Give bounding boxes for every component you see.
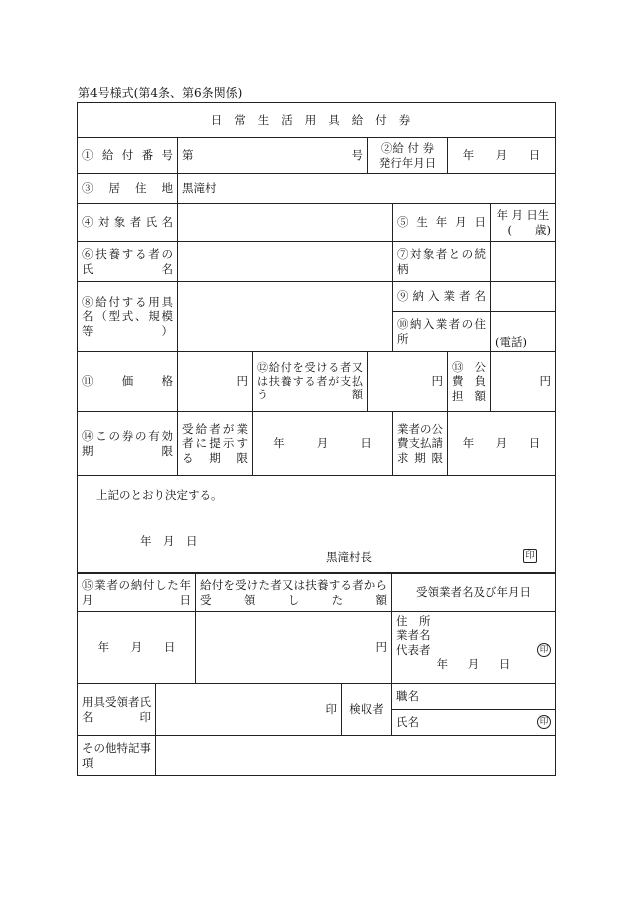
price-label: ⑪価格 xyxy=(78,352,178,412)
receiving-vendor-label: 受領業者名及び年月日 xyxy=(392,574,556,612)
relationship-field[interactable] xyxy=(491,242,556,282)
relationship-label: ⑦対象者との続柄 xyxy=(393,242,491,282)
vendor-address-field[interactable]: (電話) xyxy=(491,312,556,352)
vendor-address-label: ⑩納入業者の住所 xyxy=(393,312,491,352)
form-title: 日常生活用具給付券 xyxy=(78,103,556,138)
birthdate-label: ⑤生年月日 xyxy=(393,204,491,242)
decision-date: 年 月 日 xyxy=(140,534,198,548)
guardian-name-label: ⑥扶養する者の氏名 xyxy=(78,242,178,282)
price-field[interactable]: 円 xyxy=(178,352,253,412)
birthdate-field[interactable]: 年 月 日生 ( 歳) xyxy=(491,204,556,242)
receiver-label: 用具受領者氏名印 xyxy=(78,684,156,736)
claim-deadline-field[interactable]: 年 月 日 xyxy=(448,412,556,476)
validity-label: ⑭この券の有効期限 xyxy=(78,412,178,476)
voucher-number-field[interactable]: 第 号 xyxy=(178,138,368,174)
inspector-name-field[interactable]: 氏名 印 xyxy=(392,710,556,736)
presentation-deadline-field[interactable]: 年 月 日 xyxy=(253,412,393,476)
claim-deadline-label: 業者の公費支払請求期限 xyxy=(393,412,448,476)
form-number-heading: 第4号様式(第4条、第6条関係) xyxy=(78,86,243,100)
voucher-number-label: ①給付番号 xyxy=(78,138,178,174)
residence-value: 黒滝村 xyxy=(178,174,556,204)
receiver-seal-field[interactable]: 印 xyxy=(156,684,342,736)
inspector-label: 検収者 xyxy=(342,684,392,736)
delivery-date-label: ⑮業者の納付した年月日 xyxy=(78,574,196,612)
inspector-post-field[interactable]: 職名 xyxy=(392,684,556,710)
vendor-name-field[interactable] xyxy=(491,282,556,312)
subject-name-label: ④対象者氏名 xyxy=(78,204,178,242)
delivery-date-field[interactable]: 年 月 日 xyxy=(78,612,196,684)
decision-section xyxy=(78,476,556,573)
recipient-payment-field[interactable]: 円 xyxy=(368,352,448,412)
inspector-seal-icon: 印 xyxy=(537,715,551,729)
decision-text: 上記のとおり決定する。 xyxy=(96,488,223,502)
public-burden-label: ⑬公費負担額 xyxy=(448,352,491,412)
residence-label: ③居住地 xyxy=(78,174,178,204)
other-notes-field[interactable] xyxy=(156,736,556,776)
guardian-name-field[interactable] xyxy=(178,242,393,282)
equipment-name-field[interactable] xyxy=(178,282,393,352)
issue-date-field[interactable]: 年 月 日 xyxy=(448,138,556,174)
equipment-name-label: ⑧給付する用具名（型式、規模等） xyxy=(78,282,178,352)
recipient-payment-label: ⑫給付を受ける者又は扶養する者が支払う額 xyxy=(253,352,368,412)
public-burden-field[interactable]: 円 xyxy=(491,352,556,412)
benefit-voucher-form xyxy=(77,102,555,776)
issue-date-label: ②給 付 券 発行年月日 xyxy=(368,138,448,174)
vendor-seal-icon: 印 xyxy=(537,643,551,657)
received-amount-field[interactable]: 円 xyxy=(196,612,392,684)
other-notes-label: その他特記事項 xyxy=(78,736,156,776)
mayor-seal-icon: 印 xyxy=(523,549,537,563)
presentation-deadline-label: 受給者が業者に提示する期限 xyxy=(178,412,253,476)
receiving-vendor-field[interactable]: 住 所 業者名 代表者 印 年 月 日 xyxy=(392,612,556,684)
vendor-name-label: ⑨納入業者名 xyxy=(393,282,491,312)
subject-name-field[interactable] xyxy=(178,204,393,242)
mayor-title: 黒滝村長 xyxy=(326,550,372,564)
received-amount-label: 給付を受けた者又は扶養する者から受領した額 xyxy=(196,574,392,612)
